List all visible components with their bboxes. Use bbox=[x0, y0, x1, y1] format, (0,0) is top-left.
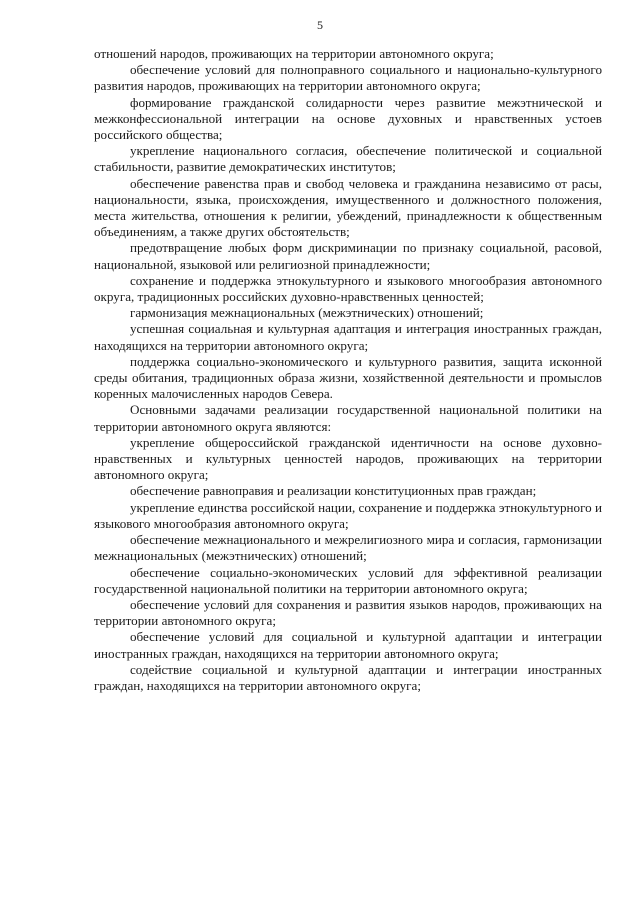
paragraph: успешная социальная и культурная адаптация и интеграция иностранных граждан, находящихся на территории автономного округа; bbox=[94, 321, 602, 353]
paragraph: укрепление единства российской нации, сохранение и поддержка этнокультурного и языкового многообразия автономного округа; bbox=[94, 499, 602, 531]
page-number: 5 bbox=[317, 18, 323, 32]
document-body bbox=[94, 46, 602, 694]
paragraph: обеспечение условий для сохранения и развития языков народов, проживающих на территории автономного округа; bbox=[94, 596, 602, 629]
paragraph: обеспечение условий для социальной и культурной адаптации и интеграции иностранных граждан, находящихся на территории автономного округа; bbox=[94, 629, 602, 661]
paragraph: формирование гражданской солидарности через развитие межэтнической и межконфессиональной интеграции на основе духовных и нравственных устоев российского общества; bbox=[94, 94, 602, 143]
paragraph: обеспечение равноправия и реализации конституционных прав граждан; bbox=[130, 483, 537, 499]
paragraph: обеспечение равенства прав и свобод человека и гражданина независимо от расы, национальности, языка, происхождения, имущественного и должностного положения, места жительства, отношения к религии, убеждений, принадлежности к общественным объединениям, а также других обстоятельств; bbox=[94, 175, 602, 240]
paragraph: обеспечение межнационального и межрелигиозного мира и согласия, гармонизации межнациональных (межэтнических) отношений; bbox=[94, 532, 602, 564]
paragraph: укрепление общероссийской гражданской идентичности на основе духовно-нравственных и культурных ценностей народов, проживающих на территории автономного округа; bbox=[94, 434, 602, 483]
paragraph: гармонизация межнациональных (межэтнических) отношений; bbox=[130, 305, 484, 321]
paragraph: отношений народов, проживающих на территории автономного округа; bbox=[94, 46, 494, 61]
paragraph: обеспечение условий для полноправного социального и национально-культурного развития народов, проживающих на территории автономного округа; bbox=[94, 62, 602, 94]
paragraph: сохранение и поддержка этнокультурного и языкового многообразия автономного округа, традиционных российских духовно-нравственных ценностей; bbox=[94, 272, 602, 305]
paragraph: предотвращение любых форм дискриминации по признаку социальной, расовой, национальной, языковой или религиозной принадлежности; bbox=[94, 240, 602, 272]
paragraph: Основными задачами реализации государственной национальной политики на территории автономного округа являются: bbox=[94, 402, 602, 434]
paragraph: содействие социальной и культурной адаптации и интеграции иностранных граждан, находящихся на территории автономного округа; bbox=[94, 661, 602, 693]
paragraph: поддержка социально-экономического и культурного развития, защита исконной среды обитания, традиционных образа жизни, хозяйственной деятельности и промыслов коренных малочисленных народов Севера. bbox=[94, 353, 602, 402]
paragraph: укрепление национального согласия, обеспечение политической и социальной стабильности, развитие демократических институтов; bbox=[94, 143, 602, 175]
paragraph: обеспечение социально-экономических условий для эффективной реализации государственной национальной политики на территории автономного округа; bbox=[94, 564, 602, 596]
